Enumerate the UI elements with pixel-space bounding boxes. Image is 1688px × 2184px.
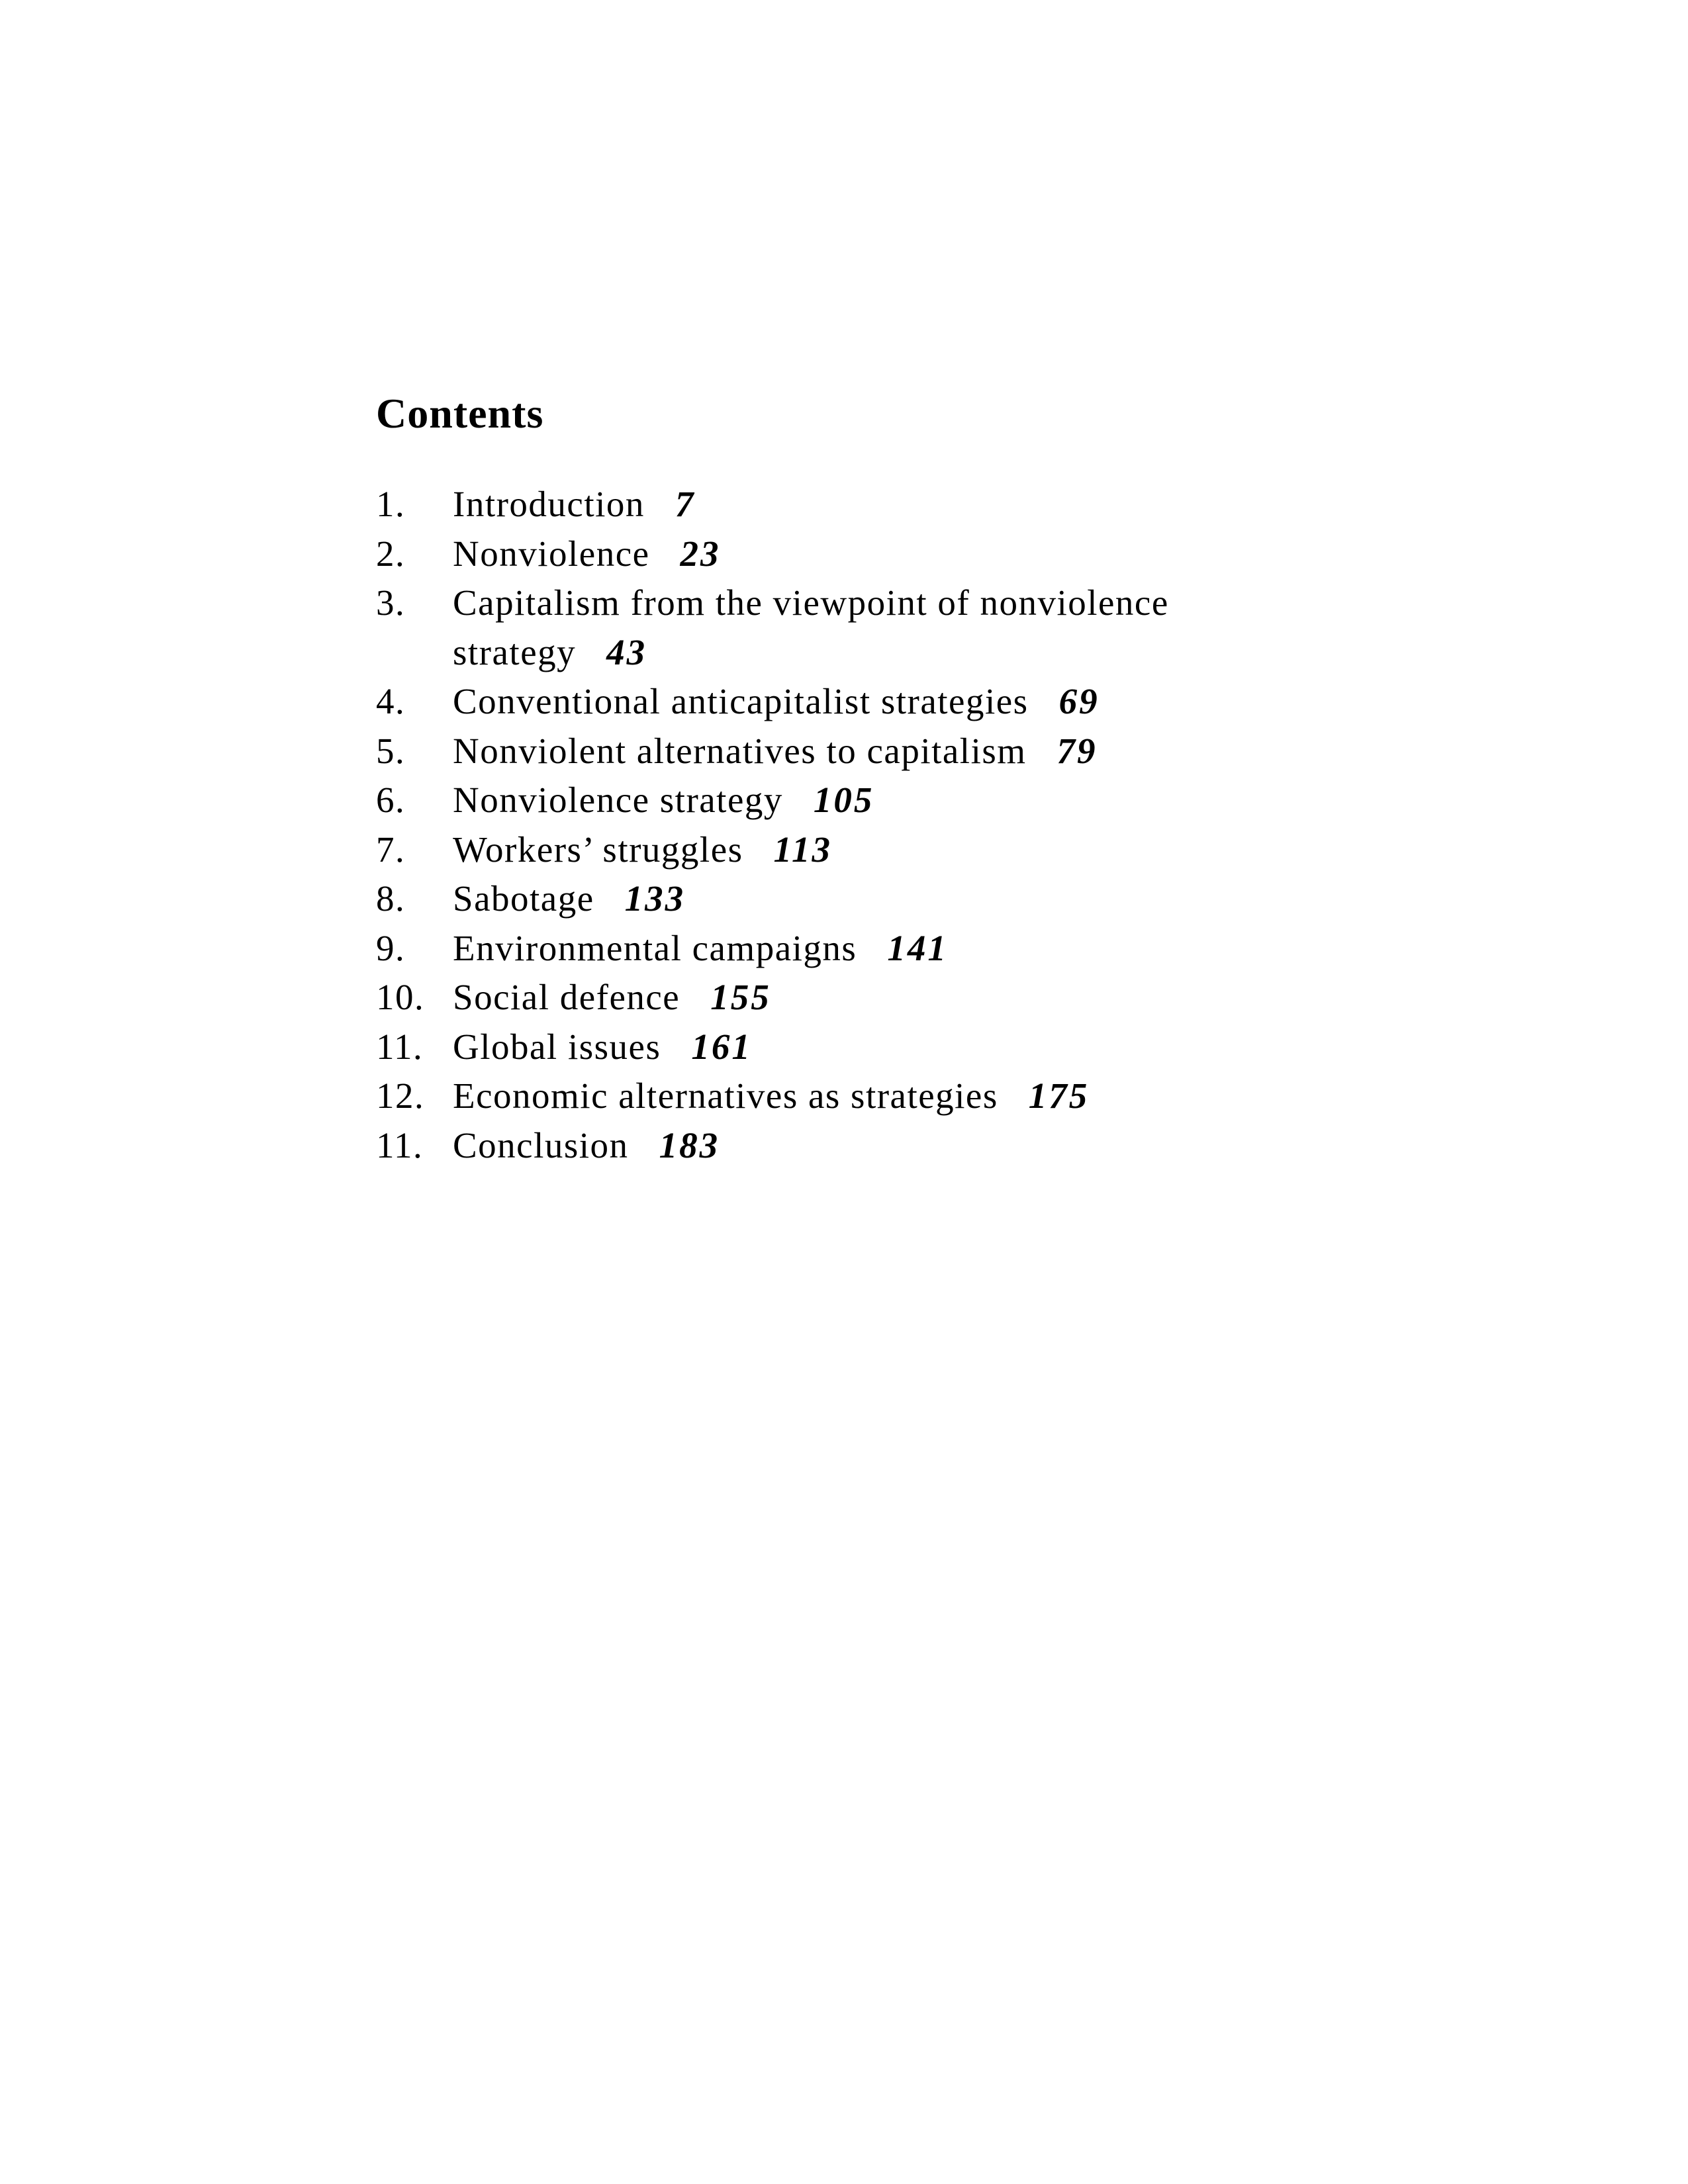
toc-entry (376, 973, 1369, 1023)
toc-entry-title: Economic alternatives as strategies (453, 1075, 998, 1116)
toc-entry-number: 12. (376, 1075, 425, 1116)
toc-entry-page: 133 (624, 878, 686, 919)
toc-entry-page: 183 (659, 1124, 720, 1165)
toc-entry-title: Conventional anticapitalist strategies (453, 681, 1029, 721)
toc-entry-page: 155 (710, 977, 771, 1017)
toc-entry-number: 1. (376, 484, 406, 524)
toc-entry-page: 105 (813, 780, 874, 820)
toc-entry-number: 9. (376, 927, 406, 968)
toc-entry-page: 161 (691, 1026, 752, 1067)
toc-list (376, 480, 1369, 1170)
toc-entry-number: 11. (376, 1026, 424, 1067)
toc-entry-title: Sabotage (453, 878, 594, 919)
toc-entry-page: 69 (1058, 681, 1100, 721)
toc-entry (376, 529, 1369, 579)
toc-entry-number: 2. (376, 533, 406, 574)
toc-entry (376, 825, 1369, 875)
toc-entry (376, 1071, 1369, 1121)
toc-entry (376, 578, 1369, 677)
toc-entry (376, 1121, 1369, 1171)
toc-entry-number: 5. (376, 730, 406, 771)
toc-entry-page: 23 (680, 533, 721, 574)
toc-entry-page: 43 (606, 631, 647, 672)
toc-entry-title: Social defence (453, 977, 680, 1017)
toc-entry (376, 677, 1369, 727)
toc-entry (376, 924, 1369, 974)
toc-entry-number: 4. (376, 681, 406, 721)
toc-entry (376, 480, 1369, 529)
table-of-contents (376, 387, 1369, 1170)
toc-entry-page: 141 (887, 927, 948, 968)
toc-entry-number: 6. (376, 780, 406, 820)
toc-entry-title: Environmental campaigns (453, 927, 857, 968)
toc-entry-page: 7 (675, 484, 696, 524)
toc-entry (376, 727, 1369, 776)
toc-entry-number: 10. (376, 977, 425, 1017)
toc-entry-number: 8. (376, 878, 406, 919)
toc-entry-title: Capitalism from the viewpoint of nonviolence strategy (453, 582, 1169, 672)
toc-entry (376, 1023, 1369, 1072)
toc-entry (376, 874, 1369, 924)
toc-entry-page: 175 (1028, 1075, 1090, 1116)
toc-entry-number: 11. (376, 1124, 424, 1165)
toc-entry-page: 79 (1056, 730, 1098, 771)
toc-entry-page: 113 (773, 829, 833, 870)
toc-entry-title: Nonviolent alternatives to capitalism (453, 730, 1027, 771)
toc-entry-number: 3. (376, 582, 406, 623)
toc-entry-number: 7. (376, 829, 406, 870)
toc-entry-title: Nonviolence (453, 533, 650, 574)
toc-entry-title: Global issues (453, 1026, 661, 1067)
toc-entry (376, 776, 1369, 825)
toc-entry-title: Introduction (453, 484, 645, 524)
toc-entry-title: Conclusion (453, 1124, 629, 1165)
page-title: Contents (376, 390, 544, 437)
toc-entry-title: Nonviolence strategy (453, 780, 783, 820)
toc-entry-title: Workers’ struggles (453, 829, 743, 870)
